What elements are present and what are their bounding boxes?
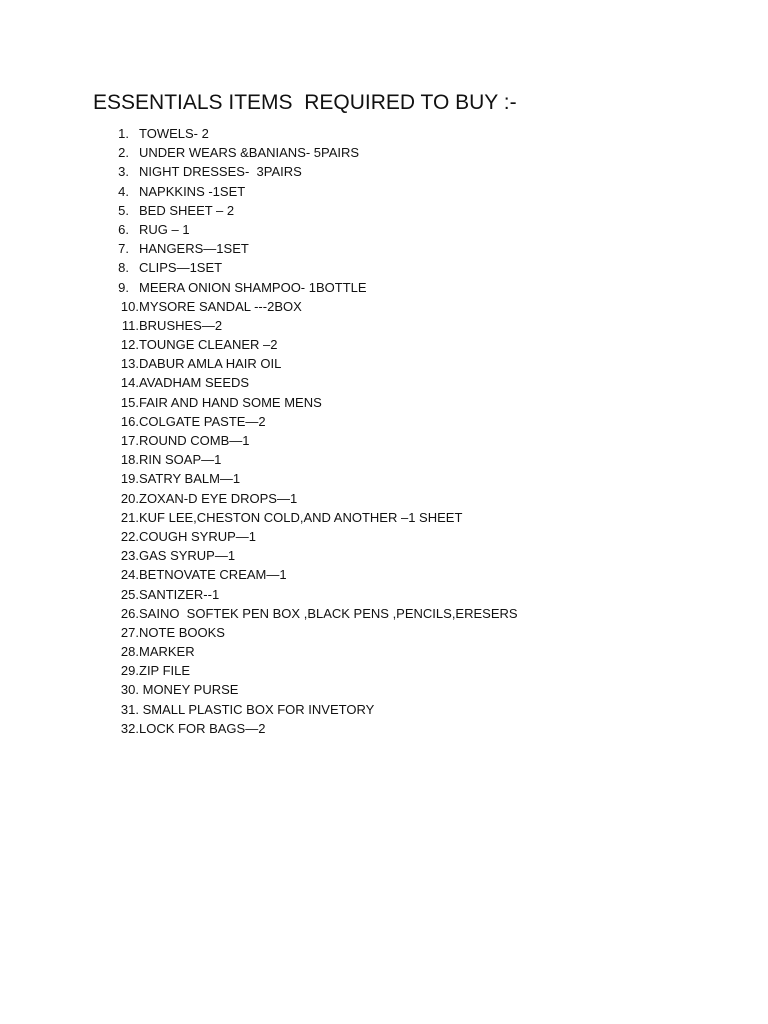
item-number: 24. — [120, 567, 139, 583]
list-item — [100, 431, 518, 450]
list-item — [100, 201, 518, 220]
list-item — [100, 354, 518, 373]
list-item — [100, 143, 518, 162]
item-number: 22. — [120, 528, 139, 544]
list-item — [100, 489, 518, 508]
item-number: 5. — [118, 202, 129, 218]
item-text: COUGH SYRUP—1 — [139, 528, 257, 544]
item-text: ZIP FILE — [139, 663, 191, 679]
item-number: 1. — [118, 126, 129, 141]
item-number: 2. — [118, 145, 129, 161]
item-text: HANGERS—1SET — [139, 241, 249, 257]
item-text: DABUR AMLA HAIR OIL — [139, 356, 282, 372]
item-text: FAIR AND HAND SOME MENS — [139, 394, 322, 410]
item-number: 30. — [120, 682, 139, 698]
list-item — [100, 412, 518, 431]
list-item — [100, 565, 518, 584]
item-text: RIN SOAP—1 — [139, 452, 222, 468]
item-number: 21. — [120, 509, 139, 525]
item-number: 9. — [118, 279, 129, 295]
item-text: ROUND COMB—1 — [139, 433, 250, 448]
item-text: LOCK FOR BAGS—2 — [139, 720, 266, 736]
list-item — [100, 239, 518, 258]
list-item — [100, 661, 518, 680]
list-item — [100, 316, 518, 335]
item-text: BRUSHES—2 — [139, 317, 223, 333]
list-item — [100, 373, 518, 392]
item-number: 25. — [120, 586, 139, 602]
list-item — [100, 700, 518, 719]
item-number: 4. — [118, 183, 129, 199]
list-item — [100, 258, 518, 277]
item-text: CLIPS—1SET — [139, 260, 223, 276]
item-number: 15. — [120, 394, 139, 410]
item-text: TOWELS- 2 — [139, 126, 209, 141]
item-number: 13. — [120, 356, 139, 372]
item-number: 32. — [120, 720, 139, 736]
item-number: 31. — [120, 701, 139, 717]
list-item — [100, 642, 518, 661]
item-number: 12. — [120, 337, 139, 353]
list-item — [100, 604, 518, 623]
item-number: 3. — [118, 164, 129, 180]
item-text: NIGHT DRESSES- 3PAIRS — [139, 164, 302, 180]
list-item — [100, 124, 518, 143]
item-text: MEERA ONION SHAMPOO- 1BOTTLE — [139, 279, 367, 295]
item-number: 6. — [118, 221, 129, 237]
document-title: ESSENTIALS ITEMS REQUIRED TO BUY :- — [93, 91, 517, 114]
item-number: 11. — [121, 317, 139, 333]
list-item — [100, 527, 518, 546]
list-item — [100, 182, 518, 201]
list-item — [100, 623, 518, 642]
item-number: 29. — [120, 663, 139, 679]
list-item — [100, 719, 518, 738]
item-number: 14. — [120, 375, 139, 391]
list-item — [100, 335, 518, 354]
item-text: TOUNGE CLEANER –2 — [139, 337, 278, 353]
item-text: KUF LEE,CHESTON COLD,AND ANOTHER –1 SHEET — [139, 509, 463, 525]
item-text: SATRY BALM—1 — [139, 471, 241, 487]
item-text: SAINO SOFTEK PEN BOX ,BLACK PENS ,PENCILS,ERESERS — [139, 605, 518, 621]
item-number: 28. — [120, 644, 139, 660]
item-number: 10. — [120, 298, 139, 314]
item-number: 16. — [120, 413, 139, 429]
item-text: UNDER WEARS &BANIANS- 5PAIRS — [139, 145, 360, 161]
item-number: 26. — [120, 605, 139, 621]
item-text: NOTE BOOKS — [139, 624, 225, 640]
item-text: ZOXAN-D EYE DROPS—1 — [139, 490, 298, 506]
list-item — [100, 393, 518, 412]
item-number: 20. — [120, 490, 139, 506]
item-number: 8. — [118, 260, 129, 276]
list-item — [100, 162, 518, 181]
list-item — [100, 278, 518, 297]
item-text: MONEY PURSE — [139, 682, 239, 698]
item-text: BETNOVATE CREAM—1 — [139, 567, 287, 583]
item-number: 27. — [120, 624, 139, 640]
list-item — [100, 297, 518, 316]
item-text: AVADHAM SEEDS — [139, 375, 250, 391]
item-number: 7. — [118, 241, 129, 257]
list-item — [100, 450, 518, 469]
item-text: SANTIZER--1 — [139, 586, 220, 602]
item-text: BED SHEET – 2 — [139, 202, 235, 218]
item-text: COLGATE PASTE—2 — [139, 413, 266, 429]
item-text: RUG – 1 — [139, 221, 190, 237]
list-item — [100, 508, 518, 527]
list-item — [100, 469, 518, 488]
list-item — [100, 585, 518, 604]
item-text: MARKER — [139, 644, 195, 660]
list-item — [100, 220, 518, 239]
item-number: 19. — [120, 471, 139, 487]
item-number: 18. — [120, 452, 139, 468]
item-number: 17. — [120, 433, 139, 448]
item-text: NAPKKINS -1SET — [139, 183, 246, 199]
item-list — [100, 124, 518, 738]
list-item — [100, 546, 518, 565]
item-text: SMALL PLASTIC BOX FOR INVETORY — [139, 701, 375, 717]
item-text: MYSORE SANDAL ---2BOX — [139, 298, 302, 314]
item-number: 23. — [120, 548, 139, 564]
item-text: GAS SYRUP—1 — [139, 548, 236, 564]
list-item — [100, 680, 518, 699]
